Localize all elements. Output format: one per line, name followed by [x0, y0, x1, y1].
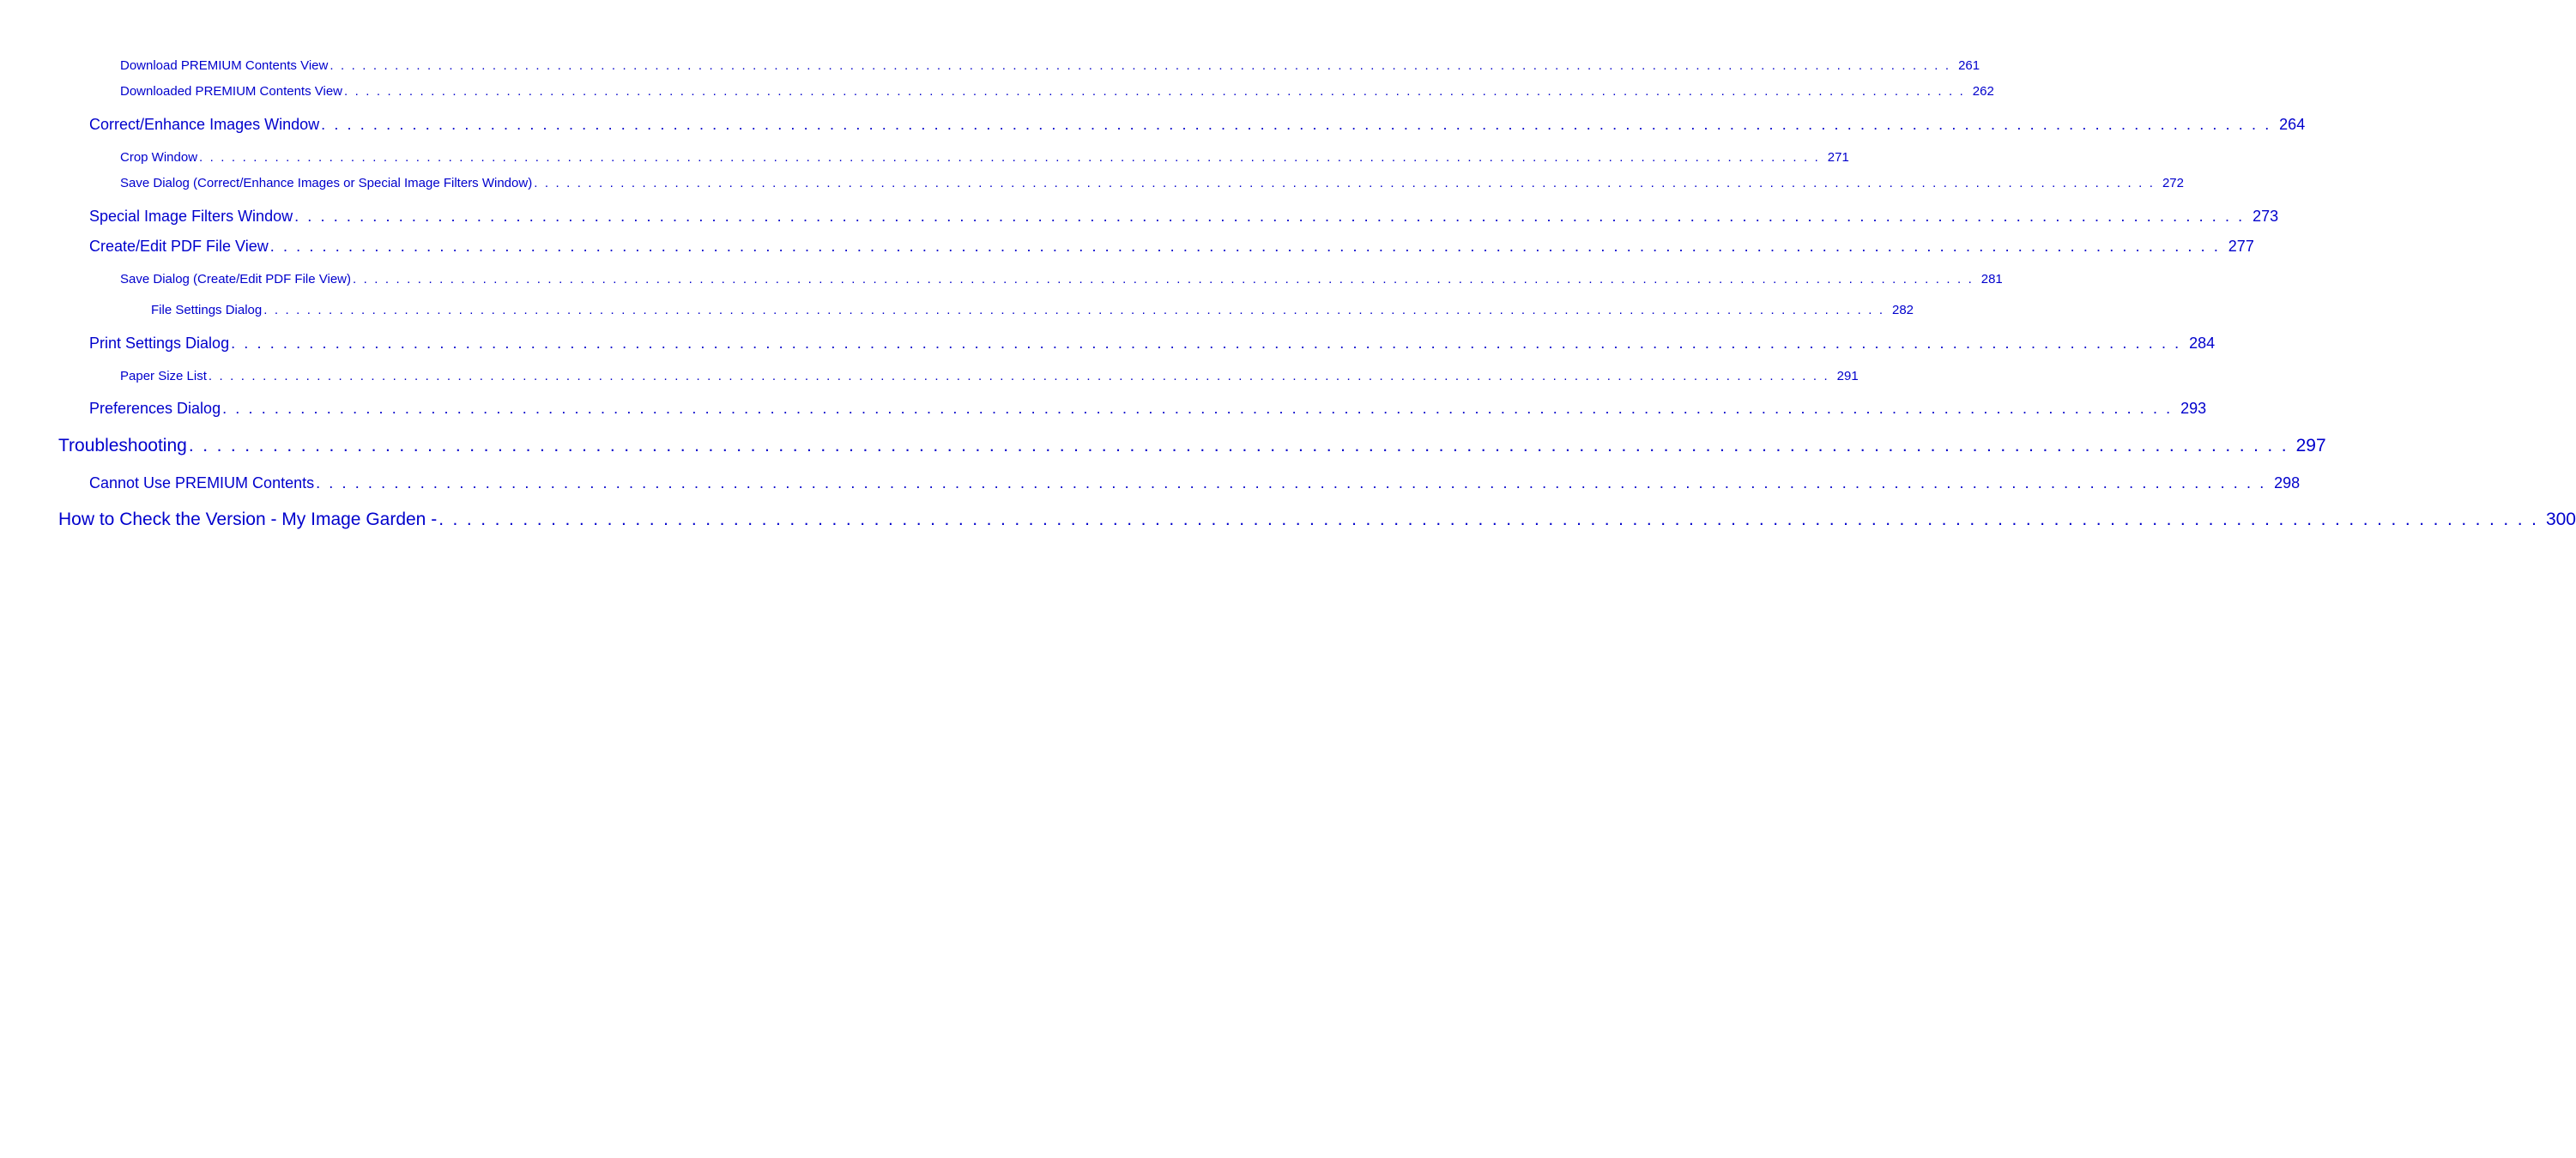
toc-entry-crop-window[interactable]	[120, 150, 1849, 165]
toc-entry-page-number: 291	[1836, 369, 1859, 383]
toc-entry-page-number: 277	[2228, 238, 2254, 255]
toc-entry-title: Save Dialog (Create/Edit PDF File View)	[120, 272, 351, 286]
toc-entry-special-image-filters-window[interactable]	[89, 208, 2279, 226]
toc-entry-title: Create/Edit PDF File View	[89, 238, 269, 255]
dot-leader: . . . . . . . . . . . . . . . . . . . . . . . . . . . . . . . . . . . . . . . . . . . . . . . . . . . . . . . . . . . . . . . . . . . . . . . . . . . . . . . . . . . . . . . . . . . . . . . . . . . . . . . . . . . . . . . . . . . . . . . . . . . . . . . . . . . . . . . . . . . . . . . . . . . . . .	[353, 272, 1972, 286]
toc-entry-create-edit-pdf-file-view[interactable]	[89, 238, 2254, 256]
toc-entry-page-number: 272	[2162, 176, 2184, 190]
toc-entry-page-number: 271	[1827, 150, 1849, 165]
toc-entry-title: Cannot Use PREMIUM Contents	[89, 474, 315, 492]
dot-leader: . . . . . . . . . . . . . . . . . . . . . . . . . . . . . . . . . . . . . . . . . . . . . . . . . . . . . . . . . . . . . . . . . . . . . . . . . . . . . . . . . . . . . . . . . . . . . . . . . . . . . . . . . . . . . . . . . . . . . . . . . . . . . . . . . . . . . . . . . . . . . . . . . . . . . .	[263, 303, 1884, 317]
toc-entry-downloaded-premium-contents-view[interactable]	[120, 84, 1994, 99]
toc-entry-title: Print Settings Dialog	[89, 335, 230, 352]
toc-entry-title: Special Image Filters Window	[89, 208, 293, 225]
dot-leader: . . . . . . . . . . . . . . . . . . . . . . . . . . . . . . . . . . . . . . . . . . . . . . . . . . . . . . . . . . . . . . . . . . . . . . . . . . . . . . . . . . . . . . . . . . . . . . . . . . . . . . . . . . . . . . . . . . . . . . . . . . . . . . . . . . . . . . . . . . . . . . . . . . . . . .	[438, 510, 2537, 529]
dot-leader: . . . . . . . . . . . . . . . . . . . . . . . . . . . . . . . . . . . . . . . . . . . . . . . . . . . . . . . . . . . . . . . . . . . . . . . . . . . . . . . . . . . . . . . . . . . . . . . . . . . . . . . . . . . . . . . . . . . . . . . . . . . . . . . . . . . . . . . . . . . . . . . . . . . . . .	[269, 238, 2218, 255]
toc-entry-title: Troubleshooting	[58, 436, 187, 455]
toc-entry-page-number: 282	[1891, 303, 1914, 317]
dot-leader: . . . . . . . . . . . . . . . . . . . . . . . . . . . . . . . . . . . . . . . . . . . . . . . . . . . . . . . . . . . . . . . . . . . . . . . . . . . . . . . . . . . . . . . . . . . . . . . . . . . . . . . . . . . . . . . . . . . . . . . . . . . . . . . . . . . . . . . . . . . . . . . . . . . . . .	[222, 400, 2171, 417]
dot-leader: . . . . . . . . . . . . . . . . . . . . . . . . . . . . . . . . . . . . . . . . . . . . . . . . . . . . . . . . . . . . . . . . . . . . . . . . . . . . . . . . . . . . . . . . . . . . . . . . . . . . . . . . . . . . . . . . . . . . . . . . . . . . . . . . . . . . . . . . . . . . . . . . . . . . . .	[316, 474, 2265, 492]
toc-entry-file-settings-dialog[interactable]	[151, 303, 1914, 317]
toc-entry-title: Downloaded PREMIUM Contents View	[120, 84, 343, 99]
toc-entry-title: Download PREMIUM Contents View	[120, 58, 329, 73]
toc-entry-title: Correct/Enhance Images Window	[89, 116, 320, 133]
toc-entry-troubleshooting[interactable]	[58, 436, 2326, 456]
toc-entry-page-number: 262	[1972, 84, 1994, 99]
toc-entry-cannot-use-premium-contents[interactable]	[89, 474, 2301, 492]
toc-entry-title: How to Check the Version - My Image Garden -	[58, 510, 438, 529]
toc-entry-page-number: 293	[2180, 400, 2207, 417]
toc-entry-page-number: 300	[2545, 510, 2576, 529]
toc-entry-page-number: 284	[2189, 335, 2216, 352]
toc-entry-save-dialog-correct-enhance[interactable]	[120, 176, 2184, 190]
dot-leader: . . . . . . . . . . . . . . . . . . . . . . . . . . . . . . . . . . . . . . . . . . . . . . . . . . . . . . . . . . . . . . . . . . . . . . . . . . . . . . . . . . . . . . . . . . . . . . . . . . . . . . . . . . . . . . . . . . . . . . . . . . . . . . . . . . . . . . . . . . . . . . . . . . . . . .	[199, 150, 1818, 165]
toc-entry-print-settings-dialog[interactable]	[89, 335, 2216, 353]
dot-leader: . . . . . . . . . . . . . . . . . . . . . . . . . . . . . . . . . . . . . . . . . . . . . . . . . . . . . . . . . . . . . . . . . . . . . . . . . . . . . . . . . . . . . . . . . . . . . . . . . . . . . . . . . . . . . . . . . . . . . . . . . . . . . . . . . . . . . . . . . . . . . . . . . . . . . .	[208, 369, 1828, 383]
toc-entry-page-number: 261	[1958, 58, 1980, 73]
dot-leader: . . . . . . . . . . . . . . . . . . . . . . . . . . . . . . . . . . . . . . . . . . . . . . . . . . . . . . . . . . . . . . . . . . . . . . . . . . . . . . . . . . . . . . . . . . . . . . . . . . . . . . . . . . . . . . . . . . . . . . . . . . . . . . . . . . . . . . . . . . . . . . . . . . . . . .	[534, 176, 2153, 190]
dot-leader: . . . . . . . . . . . . . . . . . . . . . . . . . . . . . . . . . . . . . . . . . . . . . . . . . . . . . . . . . . . . . . . . . . . . . . . . . . . . . . . . . . . . . . . . . . . . . . . . . . . . . . . . . . . . . . . . . . . . . . . . . . . . . . . . . . . . . . . . . . . . . . . . . . . . . .	[321, 116, 2270, 133]
toc-entry-page-number: 281	[1980, 272, 2003, 286]
toc-entry-title: Save Dialog (Correct/Enhance Images or Special Image Filters Window)	[120, 176, 533, 190]
toc-entry-title: Preferences Dialog	[89, 400, 221, 417]
toc-entry-page-number: 273	[2252, 208, 2279, 225]
toc-entry-title: Crop Window	[120, 150, 198, 165]
dot-leader: . . . . . . . . . . . . . . . . . . . . . . . . . . . . . . . . . . . . . . . . . . . . . . . . . . . . . . . . . . . . . . . . . . . . . . . . . . . . . . . . . . . . . . . . . . . . . . . . . . . . . . . . . . . . . . . . . . . . . . . . . . . . . . . . . . . . . . . . . . . . . . . . . . . . . .	[294, 208, 2243, 225]
dot-leader: . . . . . . . . . . . . . . . . . . . . . . . . . . . . . . . . . . . . . . . . . . . . . . . . . . . . . . . . . . . . . . . . . . . . . . . . . . . . . . . . . . . . . . . . . . . . . . . . . . . . . . . . . . . . . . . . . . . . . . . . . . . . . . . . . . . . . . . . . . . . . . . . . . . . . .	[344, 84, 1963, 99]
toc-entry-preferences-dialog[interactable]	[89, 400, 2207, 418]
toc-entry-page-number: 297	[2295, 436, 2326, 455]
dot-leader: . . . . . . . . . . . . . . . . . . . . . . . . . . . . . . . . . . . . . . . . . . . . . . . . . . . . . . . . . . . . . . . . . . . . . . . . . . . . . . . . . . . . . . . . . . . . . . . . . . . . . . . . . . . . . . . . . . . . . . . . . . . . . . . . . . . . . . . . . . . . . . . . . . . . . .	[330, 58, 1950, 73]
toc-entry-correct-enhance-images-window[interactable]	[89, 116, 2306, 134]
dot-leader: . . . . . . . . . . . . . . . . . . . . . . . . . . . . . . . . . . . . . . . . . . . . . . . . . . . . . . . . . . . . . . . . . . . . . . . . . . . . . . . . . . . . . . . . . . . . . . . . . . . . . . . . . . . . . . . . . . . . . . . . . . . . . . . . . . . . . . . . . . . . . . . . . . . . . .	[231, 335, 2180, 352]
toc-entry-title: Paper Size List	[120, 369, 207, 383]
dot-leader: . . . . . . . . . . . . . . . . . . . . . . . . . . . . . . . . . . . . . . . . . . . . . . . . . . . . . . . . . . . . . . . . . . . . . . . . . . . . . . . . . . . . . . . . . . . . . . . . . . . . . . . . . . . . . . . . . . . . . . . . . . . . . . . . . . . . . . . . . . . . . . . . . . . . . .	[188, 436, 2287, 455]
toc-entry-paper-size-list[interactable]	[120, 369, 1859, 383]
toc-entry-download-premium-contents-view[interactable]	[120, 58, 1980, 73]
toc-entry-how-to-check-the-version[interactable]	[58, 510, 2576, 530]
toc-entry-title: File Settings Dialog	[151, 303, 263, 317]
toc-entry-save-dialog-create-edit-pdf[interactable]	[120, 272, 2003, 286]
toc-entry-page-number: 298	[2274, 474, 2301, 492]
toc-entry-page-number: 264	[2279, 116, 2306, 133]
